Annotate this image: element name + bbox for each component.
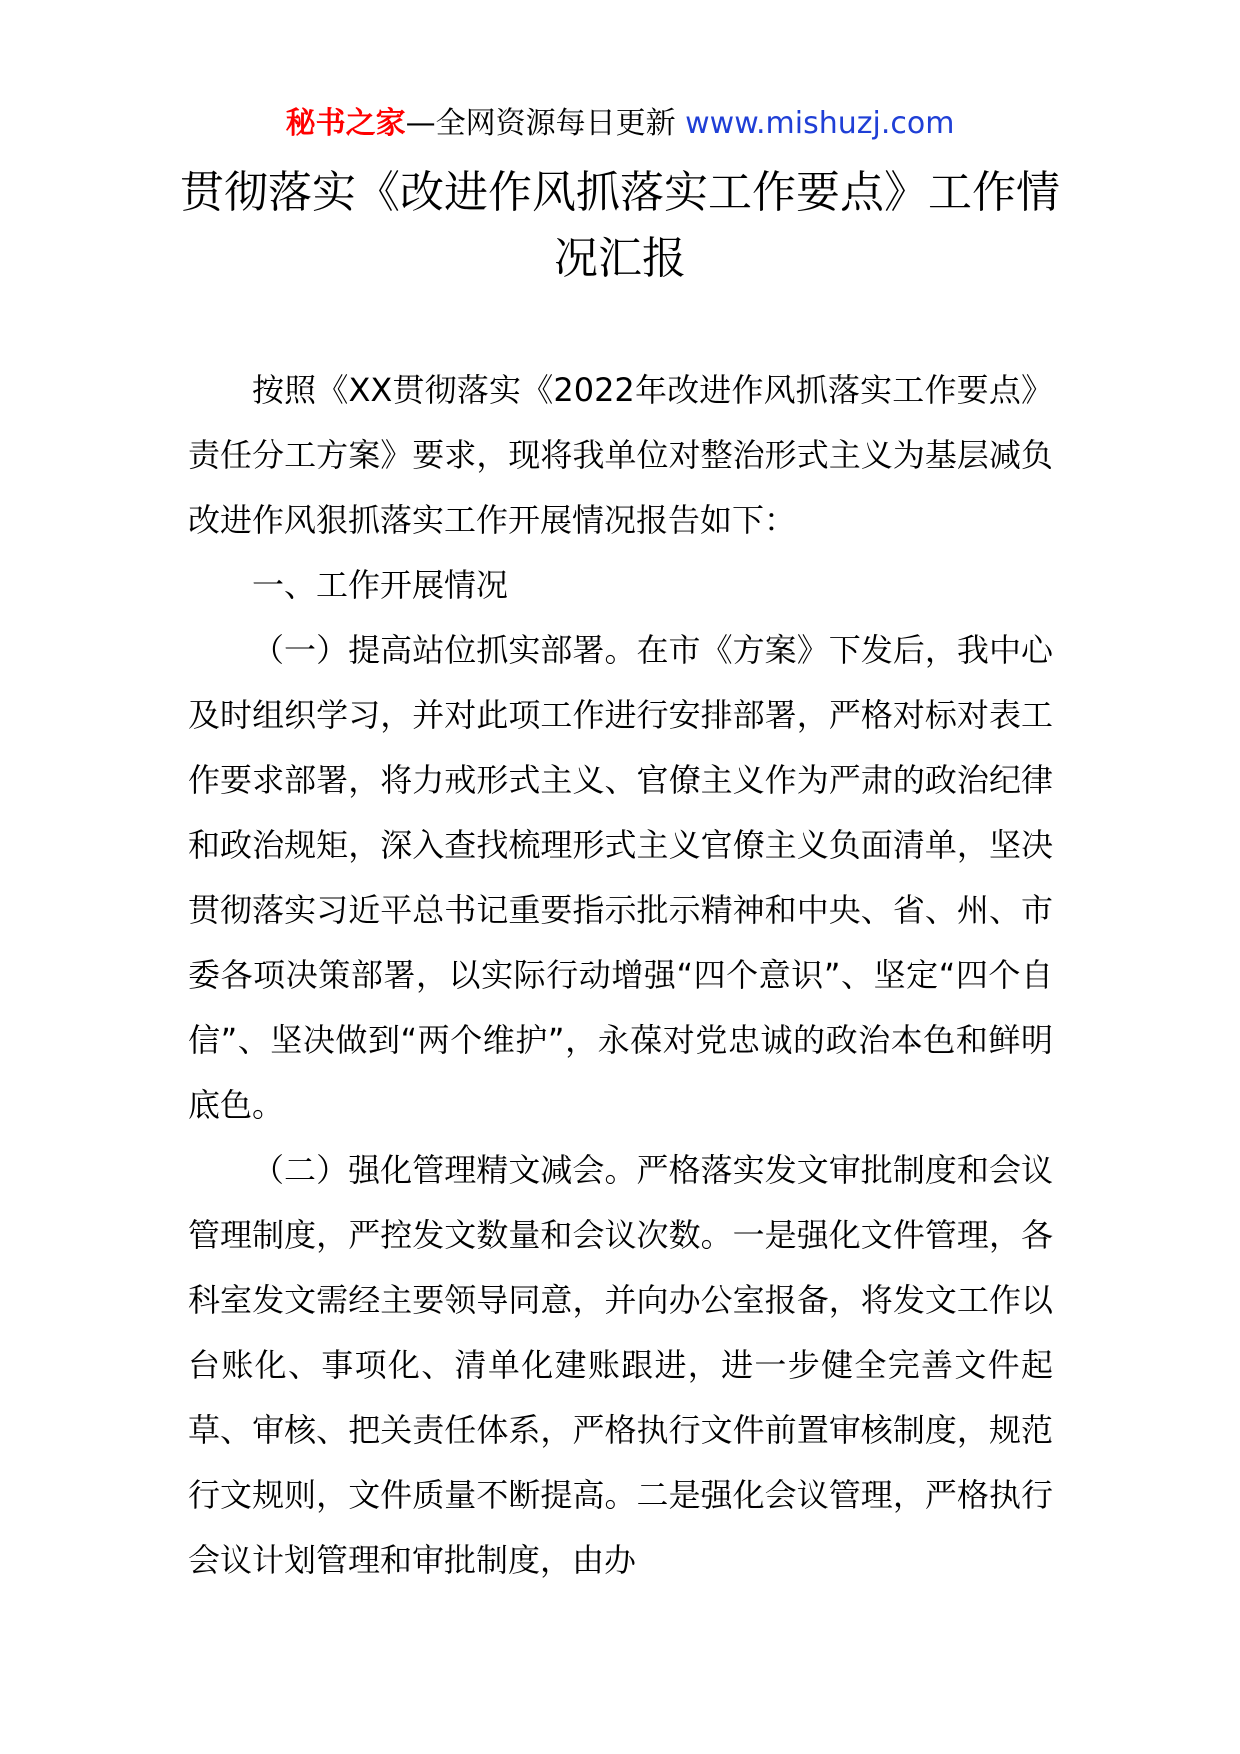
document-title: 贯彻落实《改进作风抓落实工作要点》工作情况汇报 xyxy=(180,167,1060,284)
site-header xyxy=(0,100,1240,148)
body-paragraph: （二）强化管理精文减会。严格落实发文审批制度和会议管理制度，严控发文数量和会议次数。一是强化文件管理，各科室发文需经主要领导同意，并向办公室报备，将发文工作以台账化、事项化、清单化建账跟进，进一步健全完善文件起草、审核、把关责任体系，严格执行文件前置审核制度，规范行文规则，文件质量不断提高。二是强化会议管理，严格执行会议计划管理和审批制度，由办 xyxy=(188,1151,1053,1579)
intro-paragraph: 按照《XX贯彻落实《2022年改进作风抓落实工作要点》责任分工方案》要求，现将我单位对整治形式主义为基层减负改进作风狠抓落实工作开展情况报告如下： xyxy=(188,371,1053,539)
site-url[interactable]: www.mishuzj.com xyxy=(685,106,955,141)
site-brand: 秘书之家 xyxy=(285,106,406,141)
site-slogan: —全网资源每日更新 xyxy=(405,106,686,141)
document-body xyxy=(188,358,1053,1593)
body-paragraph: （一）提高站位抓实部署。在市《方案》下发后，我中心及时组织学习，并对此项工作进行安排部署，严格对标对表工作要求部署，将力戒形式主义、官僚主义作为严肃的政治纪律和政治规矩，深入查找梳理形式主义官僚主义负面清单，坚决贯彻落实习近平总书记重要指示批示精神和中央、省、州、市委各项决策部署，以实际行动增强“四个意识”、坚定“四个自信”、坚决做到“两个维护”，永葆对党忠诚的政治本色和鲜明底色。 xyxy=(188,631,1053,1124)
section-heading: 一、工作开展情况 xyxy=(252,566,509,604)
